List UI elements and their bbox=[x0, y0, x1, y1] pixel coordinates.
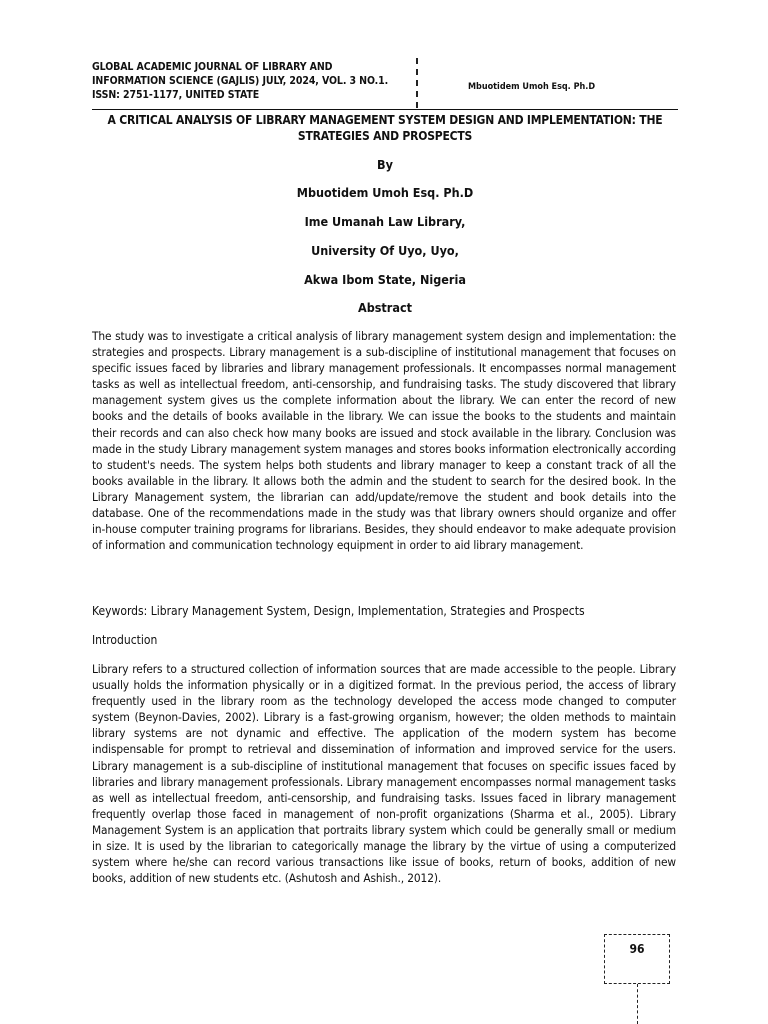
affiliation-line3: Akwa Ibom State, Nigeria bbox=[304, 272, 466, 287]
paper-title-line1: A CRITICAL ANALYSIS OF LIBRARY MANAGEMENT SYSTEM DESIGN AND IMPLEMENTATION: THE bbox=[107, 113, 663, 127]
paper-title-line2: STRATEGIES AND PROSPECTS bbox=[297, 129, 473, 143]
abstract-text: The study was to investigate a critical analysis of library management system design and implementation: the strategies and prospects. Library management is a sub-discipline of institutional management that focuses on specific issues faced by libraries and library management professionals. It encompasses normal management tasks as well as intellectual freedom, anti-censorship, and fundraising tasks. The study discovered that library management system gives us the complete information about the library. We can enter the record of new books and the details of books available in the library. We can issue the books to the students and maintain their records and can also check how many books are issued and stock available in the library. Conclusion was made in the study Library management system manages and stores books information electronically according to student's needs. The system helps both students and library manager to keep a constant track of all the books available in the library. It allows both the admin and the student to search for the desired book. In the Library Management system, the librarian can add/update/remove the student and book details into the database. One of the recommendations made in the study was that library owners should organize and offer in-house computer training programs for librarians. Besides, they should endeavor to make adequate provision of information and communication technology equipment in order to aid library management. bbox=[92, 329, 676, 553]
journal-name-line2: INFORMATION SCIENCE (GAJLIS) JULY, 2024, VOL. 3 NO.1. bbox=[92, 75, 389, 87]
introduction-text: Library refers to a structured collection of information sources that are made accessible to the people. Library usually holds the information physically or in a digitized format. In the previous period, the access of library frequently used in the library room as the technology developed the access mode changed to computer system (Beynon-Davies, 2002). Library is a fast-growing organism, however; the olden methods to maintain library systems are not dynamic and effective. The application of the modern system has become indispensable for prompt to retrieval and dissemination of information and improved service for the users. Library management is a sub-discipline of institutional management that focuses on specific issues faced by libraries and library management professionals. Library management encompasses normal management tasks as well as intellectual freedom, anti-censorship, and fundraising tasks. Issues faced in library management frequently overlap those faced in management of non-profit organizations (Sharma et al., 2005). Library Management System is an application that portraits library system which could be generally small or medium in size. It is used by the librarian to categorically manage the library by the virtue of using a computerized system where he/she can record various transactions like issue of books, return of books, addition of new books, addition of new students etc. (Ashutosh and Ashish., 2012). bbox=[92, 662, 676, 886]
journal-name-line1: GLOBAL ACADEMIC JOURNAL OF LIBRARY AND bbox=[92, 61, 333, 73]
by-line: By bbox=[377, 157, 393, 172]
keywords: Keywords: Library Management System, Design, Implementation, Strategies and Prospects bbox=[92, 604, 585, 618]
affiliation-line2: University Of Uyo, Uyo, bbox=[311, 243, 459, 258]
header-rule bbox=[92, 109, 678, 110]
header-divider bbox=[416, 58, 418, 108]
journal-issn: ISSN: 2751-1177, UNITED STATE bbox=[92, 89, 260, 101]
header-author: Mbuotidem Umoh Esq. Ph.D bbox=[468, 82, 596, 92]
paper-title bbox=[92, 112, 678, 144]
journal-header bbox=[92, 60, 422, 102]
affiliation-line1: Ime Umanah Law Library, bbox=[304, 214, 466, 229]
page-number-connector bbox=[637, 984, 638, 1024]
page-number: 96 bbox=[629, 942, 645, 956]
abstract-heading: Abstract bbox=[357, 300, 412, 315]
author-name: Mbuotidem Umoh Esq. Ph.D bbox=[296, 185, 474, 200]
introduction-heading: Introduction bbox=[92, 633, 158, 647]
